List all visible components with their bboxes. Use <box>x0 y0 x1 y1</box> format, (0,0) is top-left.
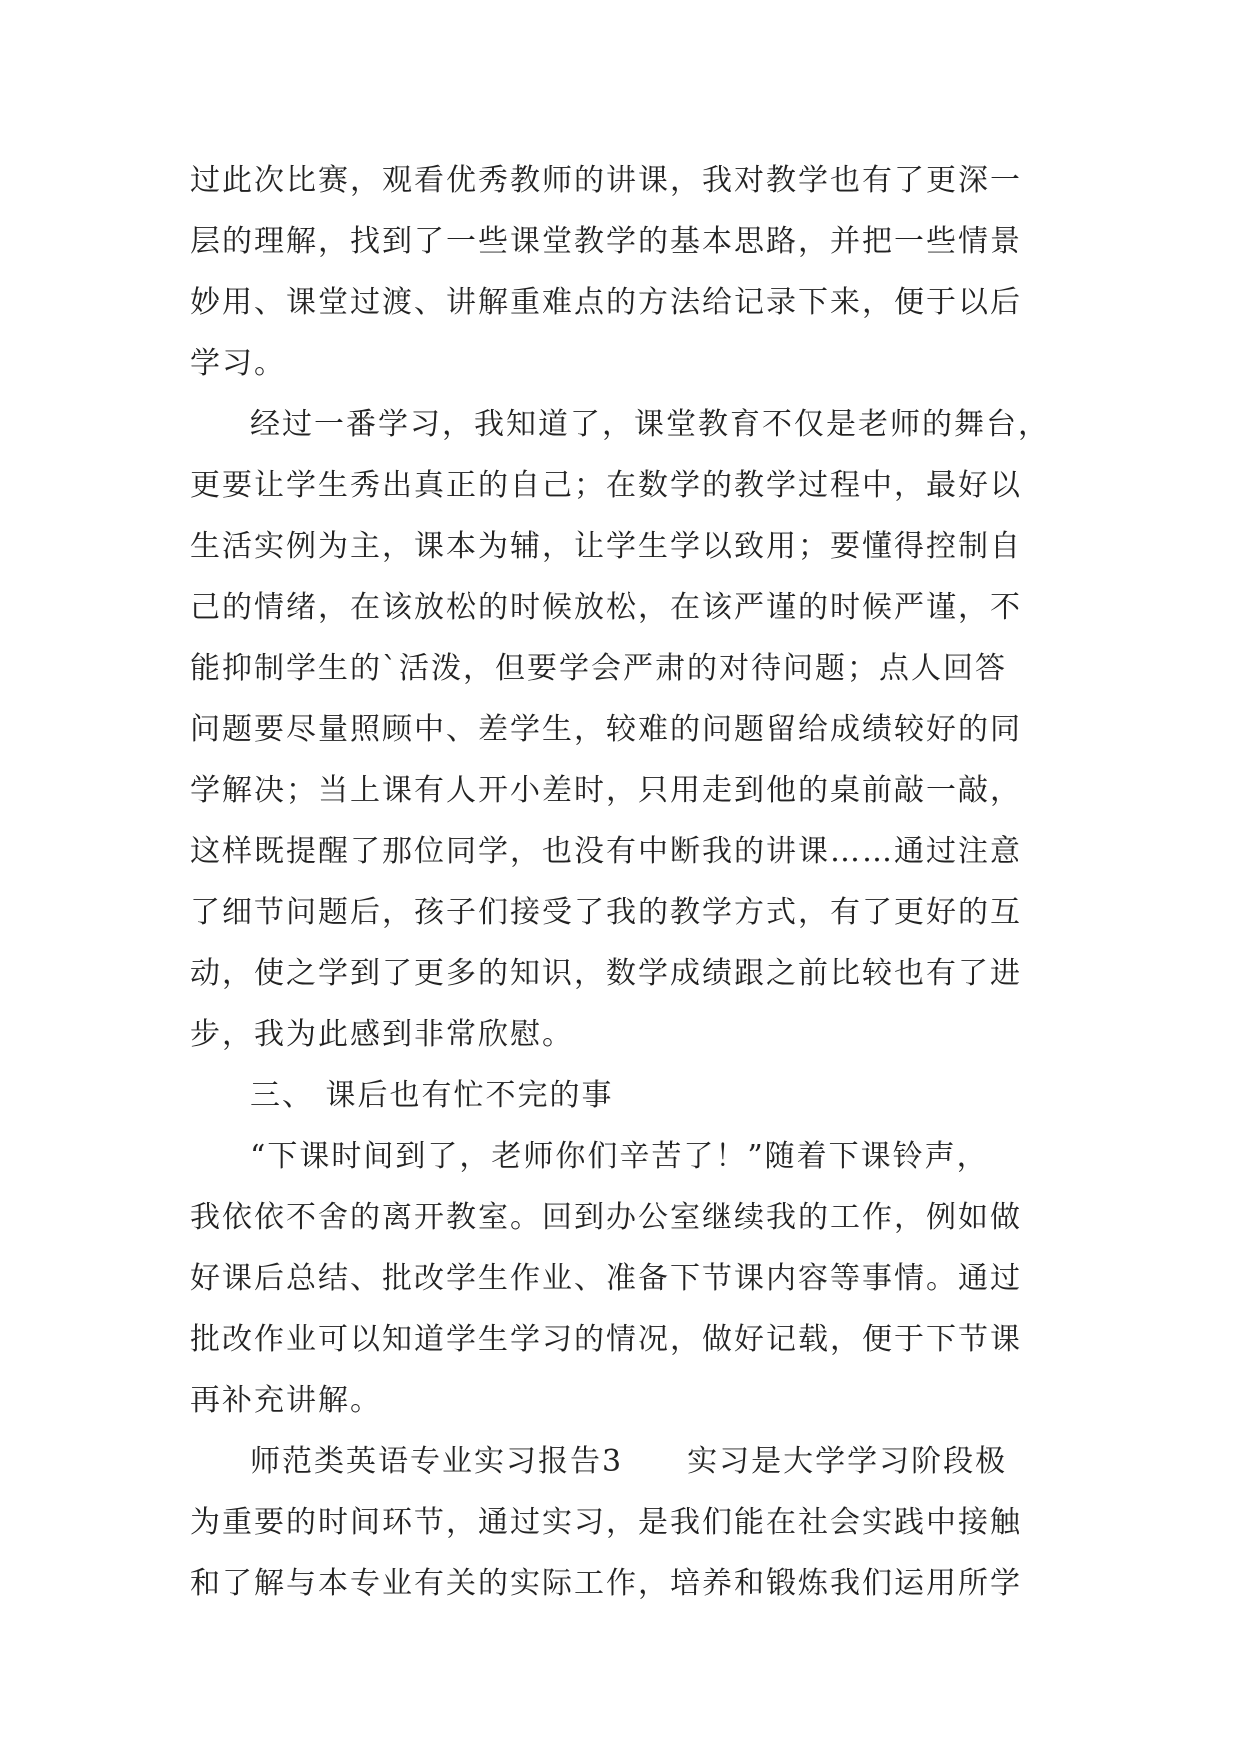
text-line: 步，我为此感到非常欣慰。 <box>190 1017 574 1052</box>
text-line: 学解决；当上课有人开小差时，只用走到他的桌前敲一敲， <box>190 773 1022 808</box>
text-line: 过此次比赛，观看优秀教师的讲课，我对教学也有了更深一 <box>190 163 1022 198</box>
text-line: 更要让学生秀出真正的自己；在数学的教学过程中，最好以 <box>190 468 1022 503</box>
text-line: 批改作业可以知道学生学习的情况，做好记载，便于下节课 <box>190 1322 1022 1357</box>
text-line: 己的情绪，在该放松的时候放松，在该严谨的时候严谨，不 <box>190 590 1022 625</box>
text-line: 再补充讲解。 <box>190 1383 382 1418</box>
text-line: 层的理解，找到了一些课堂教学的基本思路，并把一些情景 <box>190 224 1022 259</box>
text-line: 问题要尽量照顾中、差学生，较难的问题留给成绩较好的同 <box>190 712 1022 747</box>
text-line: 了细节问题后，孩子们接受了我的教学方式，有了更好的互 <box>190 895 1022 930</box>
paragraph-start-line: 经过一番学习，我知道了，课堂教育不仅是老师的舞台， <box>250 407 1050 442</box>
text-line: 我依依不舍的离开教室。回到办公室继续我的工作，例如做 <box>190 1200 1022 1235</box>
text-line: 动，使之学到了更多的知识，数学成绩跟之前比较也有了进 <box>190 956 1022 991</box>
text-line: 为重要的时间环节，通过实习，是我们能在社会实践中接触 <box>190 1505 1022 1540</box>
paragraph-start-line: 师范类英语专业实习报告3 实习是大学学习阶段极 <box>250 1444 1008 1479</box>
paragraph-start-line: “下课时间到了，老师你们辛苦了！”随着下课铃声， <box>250 1139 989 1174</box>
section-heading: 三、 课后也有忙不完的事 <box>250 1078 614 1113</box>
text-line: 和了解与本专业有关的实际工作，培养和锻炼我们运用所学 <box>190 1566 1022 1601</box>
text-line: 学习。 <box>190 346 286 381</box>
text-line: 妙用、课堂过渡、讲解重难点的方法给记录下来，便于以后 <box>190 285 1022 320</box>
text-line: 生活实例为主，课本为辅，让学生学以致用；要懂得控制自 <box>190 529 1022 564</box>
text-line: 这样既提醒了那位同学，也没有中断我的讲课……通过注意 <box>190 834 1022 869</box>
body-text <box>190 150 1050 1614</box>
text-line: 好课后总结、批改学生作业、准备下节课内容等事情。通过 <box>190 1261 1022 1296</box>
text-line: 能抑制学生的`活泼，但要学会严肃的对待问题；点人回答 <box>190 651 1007 686</box>
